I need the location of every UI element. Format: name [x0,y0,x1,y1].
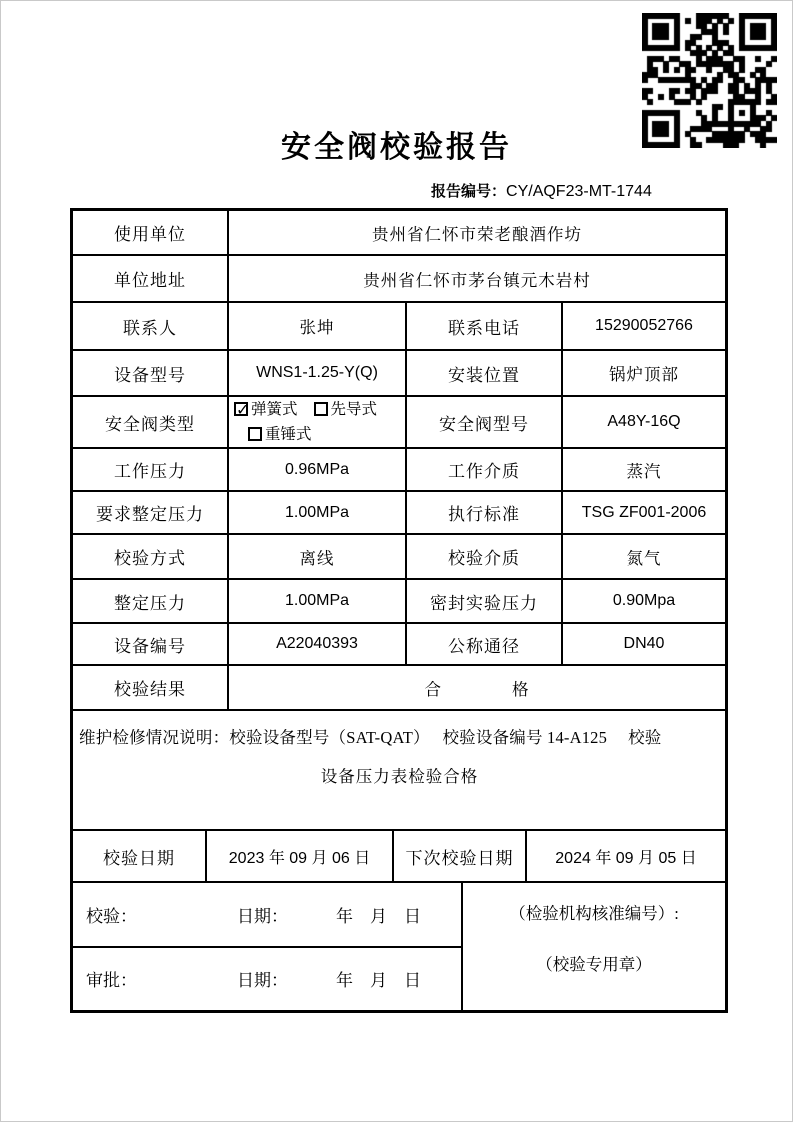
label-contact: 联系人 [73,303,229,349]
checkbox-option-weight [248,422,312,447]
report-table [70,208,728,1013]
value-contact: 张坤 [229,303,407,349]
report-number-value: CY/AQF23-MT-1744 [506,183,652,200]
value-working-pressure: 0.96MPa [229,449,407,490]
label-install-position: 安装位置 [407,351,563,395]
label-contact-phone: 联系电话 [407,303,563,349]
label-working-medium: 工作介质 [407,449,563,490]
checkbox-label-weight: 重锤式 [265,426,312,443]
maintenance-note [73,711,725,831]
qr-code-icon [642,13,777,148]
table-row-equipment-no [73,624,725,666]
calibrator-ymd: 年 月 日 [336,906,421,926]
label-working-pressure: 工作压力 [73,449,229,490]
value-unit-address: 贵州省仁怀市茅台镇元木岩村 [363,270,591,290]
value-install-position: 锅炉顶部 [609,365,679,384]
value-valve-model: A48Y-16Q [607,413,681,430]
value-contact-phone: 15290052766 [595,317,693,334]
valve-type-options [229,397,407,447]
table-row-dates [73,831,725,883]
label-nominal-diameter: 公称通径 [407,624,563,664]
value-use-unit: 贵州省仁怀市荣老酿酒作坊 [372,224,582,244]
page-title: 安全阀校验报告 [281,131,512,164]
value-next-calibration-date: 2024 年 09 月 05 日 [555,849,697,867]
label-standard: 执行标准 [407,492,563,533]
value-calibration-medium: 氮气 [626,548,662,568]
label-use-unit: 使用单位 [73,211,229,254]
calibrator-date-label: 日期： [237,906,288,926]
maintenance-note-line2: 设备压力表检验合格 [320,767,479,786]
report-number-label: 报告编号： [431,184,507,200]
stamp-seal-label: （校验专用章） [536,955,652,974]
checkbox-label-spring: 弹簧式 [251,401,298,418]
table-row-equipment-model [73,351,725,397]
label-calibration-date: 校验日期 [73,831,207,881]
value-equipment-no: A22040393 [229,624,407,664]
table-row-contact [73,303,725,351]
label-calibration-method: 校验方式 [73,535,229,578]
label-calibration-medium: 校验介质 [407,535,563,578]
value-seal-test-pressure: 0.90Mpa [612,592,676,609]
label-next-calibration-date: 下次校验日期 [394,831,527,881]
signoff-row-calibrator [73,883,461,948]
stamp-approval-no: （检验机构核准编号）: [509,904,679,923]
table-row-valve-type [73,397,725,449]
label-result: 校验结果 [73,666,229,709]
signoff-left [73,883,463,1010]
approver-ymd: 年 月 日 [336,971,421,991]
label-unit-address: 单位地址 [73,256,229,301]
checkbox-unchecked-icon [314,402,328,416]
calibrator-label: 校验： [86,906,137,926]
table-row-working-pressure [73,449,725,492]
value-required-set-pressure: 1.00MPa [229,492,407,533]
label-equipment-model: 设备型号 [73,351,229,395]
stamp-cell [463,883,725,1010]
value-result: 合 格 [424,679,530,699]
table-row-unit-address [73,256,725,303]
signoff-section [73,883,725,1010]
table-row-required-set-pressure [73,492,725,535]
signoff-row-approver [73,948,461,1011]
label-required-set-pressure: 要求整定压力 [73,492,229,533]
value-equipment-model: WNS1-1.25-Y(Q) [229,351,407,395]
label-set-pressure: 整定压力 [73,580,229,622]
label-equipment-no: 设备编号 [73,624,229,664]
label-seal-test-pressure: 密封实验压力 [407,580,563,622]
value-calibration-date: 2023 年 09 月 06 日 [207,831,394,881]
value-standard: TSG ZF001-2006 [581,503,707,521]
approver-date-label: 日期： [237,971,288,991]
label-valve-model: 安全阀型号 [407,397,563,447]
approver-label: 审批： [86,971,137,991]
value-calibration-method: 离线 [229,535,407,578]
value-nominal-diameter: DN40 [623,635,665,652]
value-working-medium: 蒸汽 [626,461,662,481]
checkbox-option-spring [234,397,377,422]
report-number [431,180,652,201]
checkbox-unchecked-icon [248,427,262,441]
maintenance-note-line1: 维护检修情况说明：校验设备型号（SAT-QAT） 校验设备编号 14-A125 校验 [79,728,662,747]
table-row-set-pressure [73,580,725,624]
value-set-pressure: 1.00MPa [229,580,407,622]
table-row-result [73,666,725,711]
checkbox-label-pilot: 先导式 [330,401,378,418]
table-row-calibration-method [73,535,725,580]
checkbox-checked-icon [234,402,248,416]
label-valve-type: 安全阀类型 [73,397,229,447]
table-row-use-unit [73,211,725,256]
